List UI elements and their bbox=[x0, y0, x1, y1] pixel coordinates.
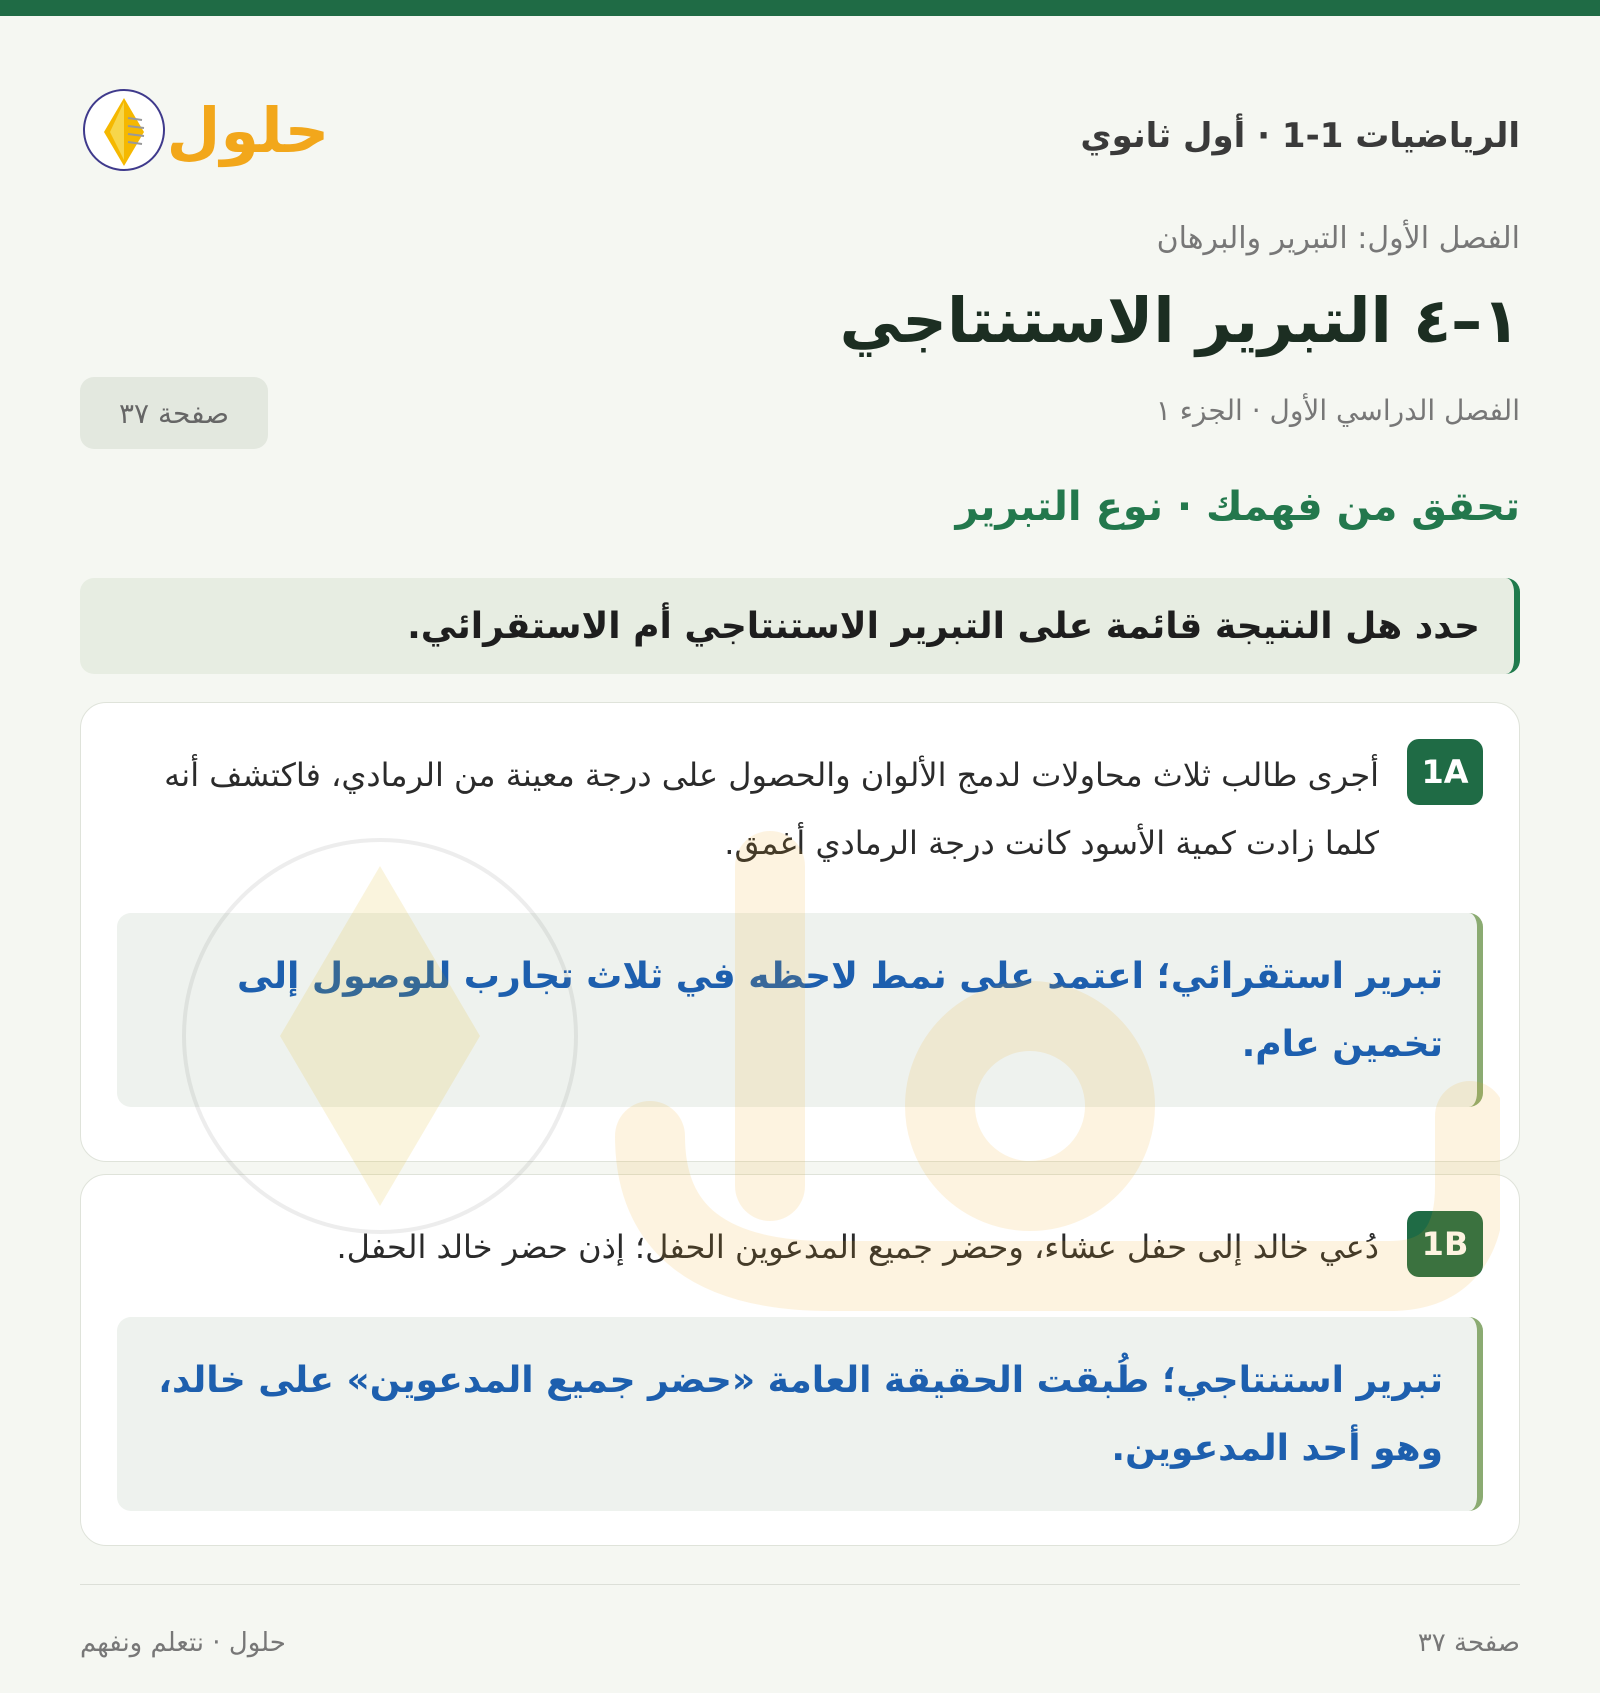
page-number-badge: صفحة ٣٧ bbox=[80, 377, 268, 449]
question-text: أجرى طالب ثلاث محاولات لدمج الألوان والحصول على درجة معينة من الرمادي، فاكتشف أنه كلما زادت كمية الأسود كانت درجة الرمادي أغمق. bbox=[164, 756, 1379, 862]
subject-title: الرياضيات 1-1 · أول ثانوي bbox=[1080, 116, 1520, 156]
lesson-title: ١–٤ التبرير الاستنتاجي bbox=[839, 284, 1520, 357]
question-card-1a bbox=[80, 702, 1520, 1162]
semester-label: الفصل الدراسي الأول · الجزء ١ bbox=[1155, 394, 1520, 427]
answer-box: تبرير استنتاجي؛ طُبقت الحقيقة العامة «حضر جميع المدعوين» على خالد، وهو أحد المدعوين. bbox=[117, 1317, 1483, 1511]
instruction-box: حدد هل النتيجة قائمة على التبرير الاستنتاجي أم الاستقرائي. bbox=[80, 578, 1520, 674]
footer-page-number: صفحة ٣٧ bbox=[1417, 1628, 1520, 1658]
hulul-logo bbox=[80, 80, 360, 176]
footer-brand: حلول · نتعلم ونفهم bbox=[80, 1628, 286, 1658]
question-number-badge: 1A bbox=[1407, 739, 1483, 805]
question-text: دُعي خالد إلى حفل عشاء، وحضر جميع المدعوين الحفل؛ إذن حضر خالد الحفل. bbox=[336, 1228, 1379, 1266]
answer-box: تبرير استقرائي؛ اعتمد على نمط لاحظه في ثلاث تجارب للوصول إلى تخمين عام. bbox=[117, 913, 1483, 1107]
svg-text:حلول: حلول bbox=[166, 94, 330, 167]
chapter-label: الفصل الأول: التبرير والبرهان bbox=[1156, 221, 1520, 256]
page-header bbox=[80, 66, 1520, 186]
footer-divider bbox=[80, 1584, 1520, 1585]
question-number-badge: 1B bbox=[1407, 1211, 1483, 1277]
worksheet-page bbox=[80, 16, 1520, 1693]
top-accent-bar bbox=[0, 0, 1600, 16]
section-title: تحقق من فهمك · نوع التبرير bbox=[955, 484, 1520, 530]
question-card-1b bbox=[80, 1174, 1520, 1546]
